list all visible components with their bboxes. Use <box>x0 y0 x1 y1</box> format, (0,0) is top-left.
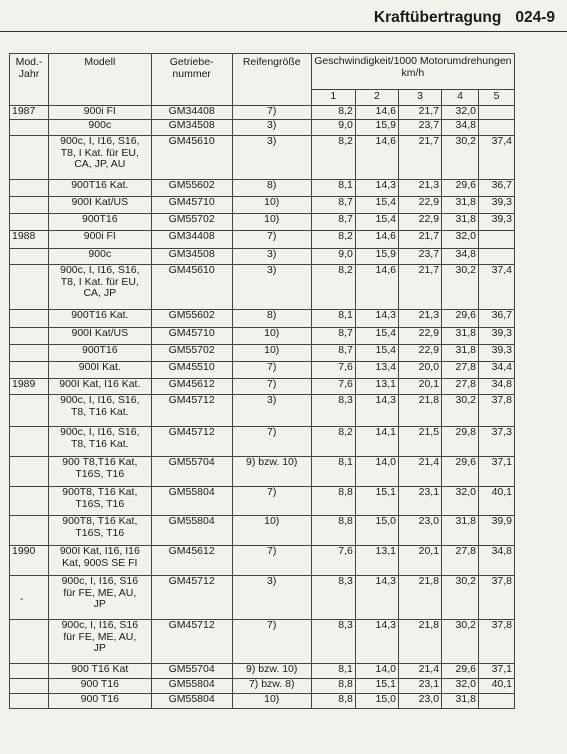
cell-model: 900T8, T16 Kat, T16S, T16 <box>49 516 152 546</box>
cell-gear-1: 8,2 <box>311 231 355 249</box>
cell-gear-2: 14,6 <box>355 106 398 120</box>
cell-gear-3: 21,7 <box>398 265 441 310</box>
table-row <box>10 516 515 546</box>
cell-gear-2: 15,1 <box>355 679 398 694</box>
cell-gear-1: 8,7 <box>311 328 355 345</box>
cell-tire: 3) <box>232 120 311 136</box>
cell-gear-4: 27,8 <box>442 362 479 379</box>
cell-gear-1: 8,1 <box>311 310 355 328</box>
gear-speed-table <box>9 53 515 709</box>
cell-tire: 8) <box>232 180 311 197</box>
cell-gearbox: GM45712 <box>151 427 232 457</box>
cell-gearbox: GM45610 <box>151 265 232 310</box>
cell-gear-2: 14,0 <box>355 457 398 487</box>
cell-gear-1: 8,8 <box>311 487 355 516</box>
cell-model: 900T16 Kat. <box>49 310 152 328</box>
cell-gearbox: GM45712 <box>151 395 232 427</box>
cell-year <box>10 487 49 516</box>
cell-tire: 8) <box>232 310 311 328</box>
cell-gear-5: 36,7 <box>478 180 514 197</box>
cell-gear-4: 32,0 <box>442 487 479 516</box>
cell-year: 1988 <box>10 231 49 249</box>
cell-gear-4: 30,2 <box>442 136 479 180</box>
table-row <box>10 379 515 395</box>
cell-gear-1: 8,1 <box>311 457 355 487</box>
table-body <box>10 106 515 709</box>
cell-gearbox: GM55704 <box>151 664 232 679</box>
cell-gear-1: 9,0 <box>311 120 355 136</box>
cell-gear-5: 39,3 <box>478 197 514 214</box>
cell-gear-1: 8,8 <box>311 694 355 709</box>
cell-gear-4: 31,8 <box>442 214 479 231</box>
table-row <box>10 679 515 694</box>
cell-year <box>10 345 49 362</box>
col-header-gear-3: 3 <box>398 90 441 106</box>
cell-gear-4: 27,8 <box>442 546 479 576</box>
cell-gear-3: 21,7 <box>398 231 441 249</box>
cell-tire: 3) <box>232 395 311 427</box>
cell-tire: 3) <box>232 265 311 310</box>
col-header-gear-1: 1 <box>311 90 355 106</box>
cell-gear-2: 14,3 <box>355 395 398 427</box>
cell-year: 1990 <box>10 546 49 576</box>
cell-gear-3: 20,1 <box>398 379 441 395</box>
cell-gear-2: 15,4 <box>355 328 398 345</box>
cell-gear-5: 36,7 <box>478 310 514 328</box>
cell-gear-4: 30,2 <box>442 265 479 310</box>
cell-gear-3: 21,4 <box>398 664 441 679</box>
col-header-year: Mod.- Jahr <box>10 54 49 106</box>
cell-gear-1: 8,1 <box>311 664 355 679</box>
cell-gear-4: 30,2 <box>442 576 479 620</box>
cell-tire: 9) bzw. 10) <box>232 664 311 679</box>
cell-gearbox: GM45612 <box>151 546 232 576</box>
cell-year <box>10 310 49 328</box>
table-row <box>10 362 515 379</box>
col-header-gear-2: 2 <box>355 90 398 106</box>
cell-tire: 3) <box>232 576 311 620</box>
cell-gear-1: 7,6 <box>311 546 355 576</box>
table-row <box>10 180 515 197</box>
cell-model: 900c, I, I16, S16 für FE, ME, AU, JP <box>49 620 152 664</box>
cell-gear-1: 8,2 <box>311 265 355 310</box>
cell-model: 900 T16 Kat <box>49 664 152 679</box>
cell-gear-5: 37,4 <box>478 265 514 310</box>
cell-gearbox: GM45610 <box>151 136 232 180</box>
table-row <box>10 457 515 487</box>
cell-tire: 7) <box>232 379 311 395</box>
cell-gear-1: 9,0 <box>311 249 355 265</box>
section-title: Kraftübertragung <box>373 9 502 26</box>
cell-gearbox: GM55602 <box>151 180 232 197</box>
cell-model: 900T8, T16 Kat, T16S, T16 <box>49 487 152 516</box>
cell-gear-5: 39,3 <box>478 214 514 231</box>
cell-gear-2: 15,1 <box>355 487 398 516</box>
cell-gear-2: 14,6 <box>355 231 398 249</box>
cell-gear-3: 22,9 <box>398 214 441 231</box>
cell-gear-5: 34,8 <box>478 546 514 576</box>
cell-gear-5: 34,8 <box>478 379 514 395</box>
cell-gearbox: GM55804 <box>151 516 232 546</box>
cell-gear-4: 32,0 <box>442 106 479 120</box>
page-header <box>0 6 567 32</box>
cell-gearbox: GM45710 <box>151 328 232 345</box>
cell-gear-5 <box>478 120 514 136</box>
cell-gear-3: 23,1 <box>398 679 441 694</box>
cell-gear-3: 20,0 <box>398 362 441 379</box>
cell-gear-3: 23,0 <box>398 516 441 546</box>
cell-model: 900c, I, I16, S16, T8, T16 Kat. <box>49 427 152 457</box>
cell-gear-2: 13,1 <box>355 379 398 395</box>
table-row <box>10 197 515 214</box>
cell-year <box>10 249 49 265</box>
cell-tire: 7) <box>232 231 311 249</box>
cell-gearbox: GM34508 <box>151 120 232 136</box>
cell-gear-2: 15,0 <box>355 694 398 709</box>
cell-year <box>10 576 49 620</box>
cell-model: 900i FI <box>49 106 152 120</box>
cell-gear-4: 31,8 <box>442 694 479 709</box>
cell-gear-1: 8,3 <box>311 576 355 620</box>
cell-model: 900I Kat, I16 Kat. <box>49 379 152 395</box>
cell-gear-2: 15,9 <box>355 249 398 265</box>
cell-model: 900c, I, I16, S16, T8, T16 Kat. <box>49 395 152 427</box>
cell-gear-2: 13,1 <box>355 546 398 576</box>
table-row <box>10 620 515 664</box>
cell-year <box>10 516 49 546</box>
cell-year <box>10 620 49 664</box>
cell-gearbox: GM45612 <box>151 379 232 395</box>
cell-tire: 10) <box>232 328 311 345</box>
cell-year <box>10 694 49 709</box>
cell-tire: 7) <box>232 487 311 516</box>
table-row <box>10 427 515 457</box>
cell-gearbox: GM55704 <box>151 457 232 487</box>
cell-gear-4: 30,2 <box>442 620 479 664</box>
table-row <box>10 328 515 345</box>
margin-mark: - <box>20 594 24 605</box>
cell-gear-3: 21,3 <box>398 180 441 197</box>
cell-gear-1: 8,7 <box>311 214 355 231</box>
cell-year <box>10 214 49 231</box>
table-row <box>10 576 515 620</box>
cell-gearbox: GM55804 <box>151 679 232 694</box>
cell-gear-4: 29,6 <box>442 310 479 328</box>
cell-gear-3: 22,9 <box>398 197 441 214</box>
cell-gear-2: 15,0 <box>355 516 398 546</box>
cell-gear-1: 8,3 <box>311 620 355 664</box>
cell-gear-2: 15,4 <box>355 197 398 214</box>
cell-gear-1: 8,2 <box>311 427 355 457</box>
cell-year <box>10 180 49 197</box>
cell-year: 1989 <box>10 379 49 395</box>
cell-gear-4: 31,8 <box>442 516 479 546</box>
cell-tire: 7) <box>232 362 311 379</box>
cell-gear-4: 32,0 <box>442 679 479 694</box>
cell-gear-3: 21,7 <box>398 136 441 180</box>
cell-gear-3: 21,8 <box>398 395 441 427</box>
table-row <box>10 265 515 310</box>
cell-gear-5: 40,1 <box>478 679 514 694</box>
cell-gearbox: GM55702 <box>151 214 232 231</box>
cell-year <box>10 679 49 694</box>
cell-gear-5: 37,1 <box>478 457 514 487</box>
cell-model: 900c <box>49 249 152 265</box>
cell-gear-5: 39,3 <box>478 345 514 362</box>
cell-gear-3: 23,0 <box>398 694 441 709</box>
cell-model: 900I Kat/US <box>49 328 152 345</box>
cell-year <box>10 395 49 427</box>
cell-gear-3: 23,7 <box>398 120 441 136</box>
table-row <box>10 136 515 180</box>
cell-tire: 3) <box>232 249 311 265</box>
table-row <box>10 214 515 231</box>
cell-gear-4: 34,8 <box>442 120 479 136</box>
cell-gear-5: 37,8 <box>478 395 514 427</box>
table-row <box>10 120 515 136</box>
cell-year <box>10 197 49 214</box>
cell-tire: 7) bzw. 8) <box>232 679 311 694</box>
table-row <box>10 106 515 120</box>
cell-gear-2: 14,3 <box>355 620 398 664</box>
cell-gear-5: 37,3 <box>478 427 514 457</box>
cell-gear-2: 15,4 <box>355 345 398 362</box>
table-row <box>10 345 515 362</box>
cell-gear-1: 8,8 <box>311 516 355 546</box>
table-row <box>10 310 515 328</box>
cell-gear-5: 34,4 <box>478 362 514 379</box>
cell-gear-1: 8,8 <box>311 679 355 694</box>
table-row <box>10 694 515 709</box>
cell-gearbox: GM45712 <box>151 576 232 620</box>
cell-gearbox: GM34408 <box>151 231 232 249</box>
cell-gear-5: 37,8 <box>478 576 514 620</box>
cell-gear-2: 14,6 <box>355 265 398 310</box>
cell-gear-1: 7,6 <box>311 379 355 395</box>
cell-year <box>10 265 49 310</box>
cell-gear-4: 30,2 <box>442 395 479 427</box>
table-row <box>10 395 515 427</box>
cell-gear-5 <box>478 231 514 249</box>
cell-gear-1: 8,2 <box>311 136 355 180</box>
cell-model: 900i FI <box>49 231 152 249</box>
table-row <box>10 487 515 516</box>
cell-gear-3: 23,7 <box>398 249 441 265</box>
cell-model: 900c, I, I16, S16, T8, I Kat. für EU, CA, JP, AU <box>49 136 152 180</box>
cell-gear-3: 22,9 <box>398 345 441 362</box>
cell-year <box>10 362 49 379</box>
cell-gear-2: 14,6 <box>355 136 398 180</box>
cell-year: 1987 <box>10 106 49 120</box>
cell-gear-4: 34,8 <box>442 249 479 265</box>
cell-gear-1: 8,2 <box>311 106 355 120</box>
cell-gear-4: 27,8 <box>442 379 479 395</box>
col-header-gearbox: Getriebe- nummer <box>151 54 232 106</box>
cell-tire: 10) <box>232 694 311 709</box>
table-row <box>10 546 515 576</box>
cell-gear-5: 37,4 <box>478 136 514 180</box>
cell-gear-4: 29,6 <box>442 457 479 487</box>
cell-tire: 7) <box>232 546 311 576</box>
cell-gear-2: 15,4 <box>355 214 398 231</box>
cell-gear-4: 29,6 <box>442 664 479 679</box>
cell-gear-3: 22,9 <box>398 328 441 345</box>
cell-model: 900T16 <box>49 214 152 231</box>
table-row <box>10 664 515 679</box>
cell-model: 900c <box>49 120 152 136</box>
cell-gear-2: 15,9 <box>355 120 398 136</box>
cell-model: 900c, I, I16, S16 für FE, ME, AU, JP <box>49 576 152 620</box>
cell-gearbox: GM34508 <box>151 249 232 265</box>
cell-gearbox: GM55702 <box>151 345 232 362</box>
cell-gearbox: GM34408 <box>151 106 232 120</box>
cell-gear-4: 31,8 <box>442 328 479 345</box>
cell-tire: 7) <box>232 427 311 457</box>
cell-gearbox: GM45710 <box>151 197 232 214</box>
cell-gear-2: 14,3 <box>355 180 398 197</box>
cell-tire: 7) <box>232 620 311 664</box>
cell-gear-5: 39,9 <box>478 516 514 546</box>
col-header-tire: Reifengröße <box>232 54 311 106</box>
cell-model: 900 T16 <box>49 679 152 694</box>
cell-gear-1: 8,1 <box>311 180 355 197</box>
cell-year <box>10 457 49 487</box>
cell-model: 900c, I, I16, S16, T8, I Kat. für EU, CA, JP <box>49 265 152 310</box>
cell-year <box>10 427 49 457</box>
col-header-speed: Geschwindigkeit/1000 Motorumdrehungen km/h <box>311 54 514 90</box>
cell-gear-4: 31,8 <box>442 197 479 214</box>
cell-tire: 9) bzw. 10) <box>232 457 311 487</box>
cell-model: 900I Kat, I16, I16 Kat, 900S SE FI <box>49 546 152 576</box>
cell-model: 900I Kat. <box>49 362 152 379</box>
cell-model: 900T16 <box>49 345 152 362</box>
cell-year <box>10 120 49 136</box>
table-row <box>10 231 515 249</box>
cell-gear-3: 21,7 <box>398 106 441 120</box>
cell-model: 900 T8,T16 Kat, T16S, T16 <box>49 457 152 487</box>
cell-gear-2: 13,4 <box>355 362 398 379</box>
cell-tire: 10) <box>232 516 311 546</box>
cell-model: 900I Kat/US <box>49 197 152 214</box>
cell-year <box>10 136 49 180</box>
cell-gear-5: 37,8 <box>478 620 514 664</box>
cell-tire: 10) <box>232 197 311 214</box>
cell-tire: 3) <box>232 136 311 180</box>
cell-gear-1: 8,7 <box>311 345 355 362</box>
cell-year <box>10 328 49 345</box>
cell-gear-3: 21,8 <box>398 620 441 664</box>
page-code: 024-9 <box>515 9 555 26</box>
col-header-gear-5: 5 <box>478 90 514 106</box>
cell-gear-2: 14,1 <box>355 427 398 457</box>
cell-gear-3: 21,3 <box>398 310 441 328</box>
cell-tire: 7) <box>232 106 311 120</box>
cell-gear-1: 7,6 <box>311 362 355 379</box>
cell-gear-4: 31,8 <box>442 345 479 362</box>
cell-model: 900 T16 <box>49 694 152 709</box>
cell-gear-5: 37,1 <box>478 664 514 679</box>
cell-gear-4: 29,6 <box>442 180 479 197</box>
cell-gear-1: 8,7 <box>311 197 355 214</box>
cell-year <box>10 664 49 679</box>
cell-gearbox: GM45510 <box>151 362 232 379</box>
cell-gear-5: 40,1 <box>478 487 514 516</box>
col-header-gear-4: 4 <box>442 90 479 106</box>
cell-gearbox: GM45712 <box>151 620 232 664</box>
cell-gear-4: 29,8 <box>442 427 479 457</box>
cell-gearbox: GM55804 <box>151 487 232 516</box>
cell-gear-2: 14,3 <box>355 310 398 328</box>
cell-gear-3: 21,4 <box>398 457 441 487</box>
cell-gear-2: 14,3 <box>355 576 398 620</box>
cell-gear-3: 20,1 <box>398 546 441 576</box>
cell-gear-3: 21,5 <box>398 427 441 457</box>
cell-tire: 10) <box>232 345 311 362</box>
cell-tire: 10) <box>232 214 311 231</box>
cell-model: 900T16 Kat. <box>49 180 152 197</box>
cell-gear-5 <box>478 249 514 265</box>
table-row <box>10 249 515 265</box>
cell-gear-5 <box>478 694 514 709</box>
cell-gearbox: GM55602 <box>151 310 232 328</box>
cell-gearbox: GM55804 <box>151 694 232 709</box>
cell-gear-5: 39,3 <box>478 328 514 345</box>
cell-gear-1: 8,3 <box>311 395 355 427</box>
col-header-model: Modell <box>49 54 152 106</box>
cell-gear-4: 32,0 <box>442 231 479 249</box>
cell-gear-5 <box>478 106 514 120</box>
cell-gear-2: 14,0 <box>355 664 398 679</box>
cell-gear-3: 21,8 <box>398 576 441 620</box>
cell-gear-3: 23,1 <box>398 487 441 516</box>
